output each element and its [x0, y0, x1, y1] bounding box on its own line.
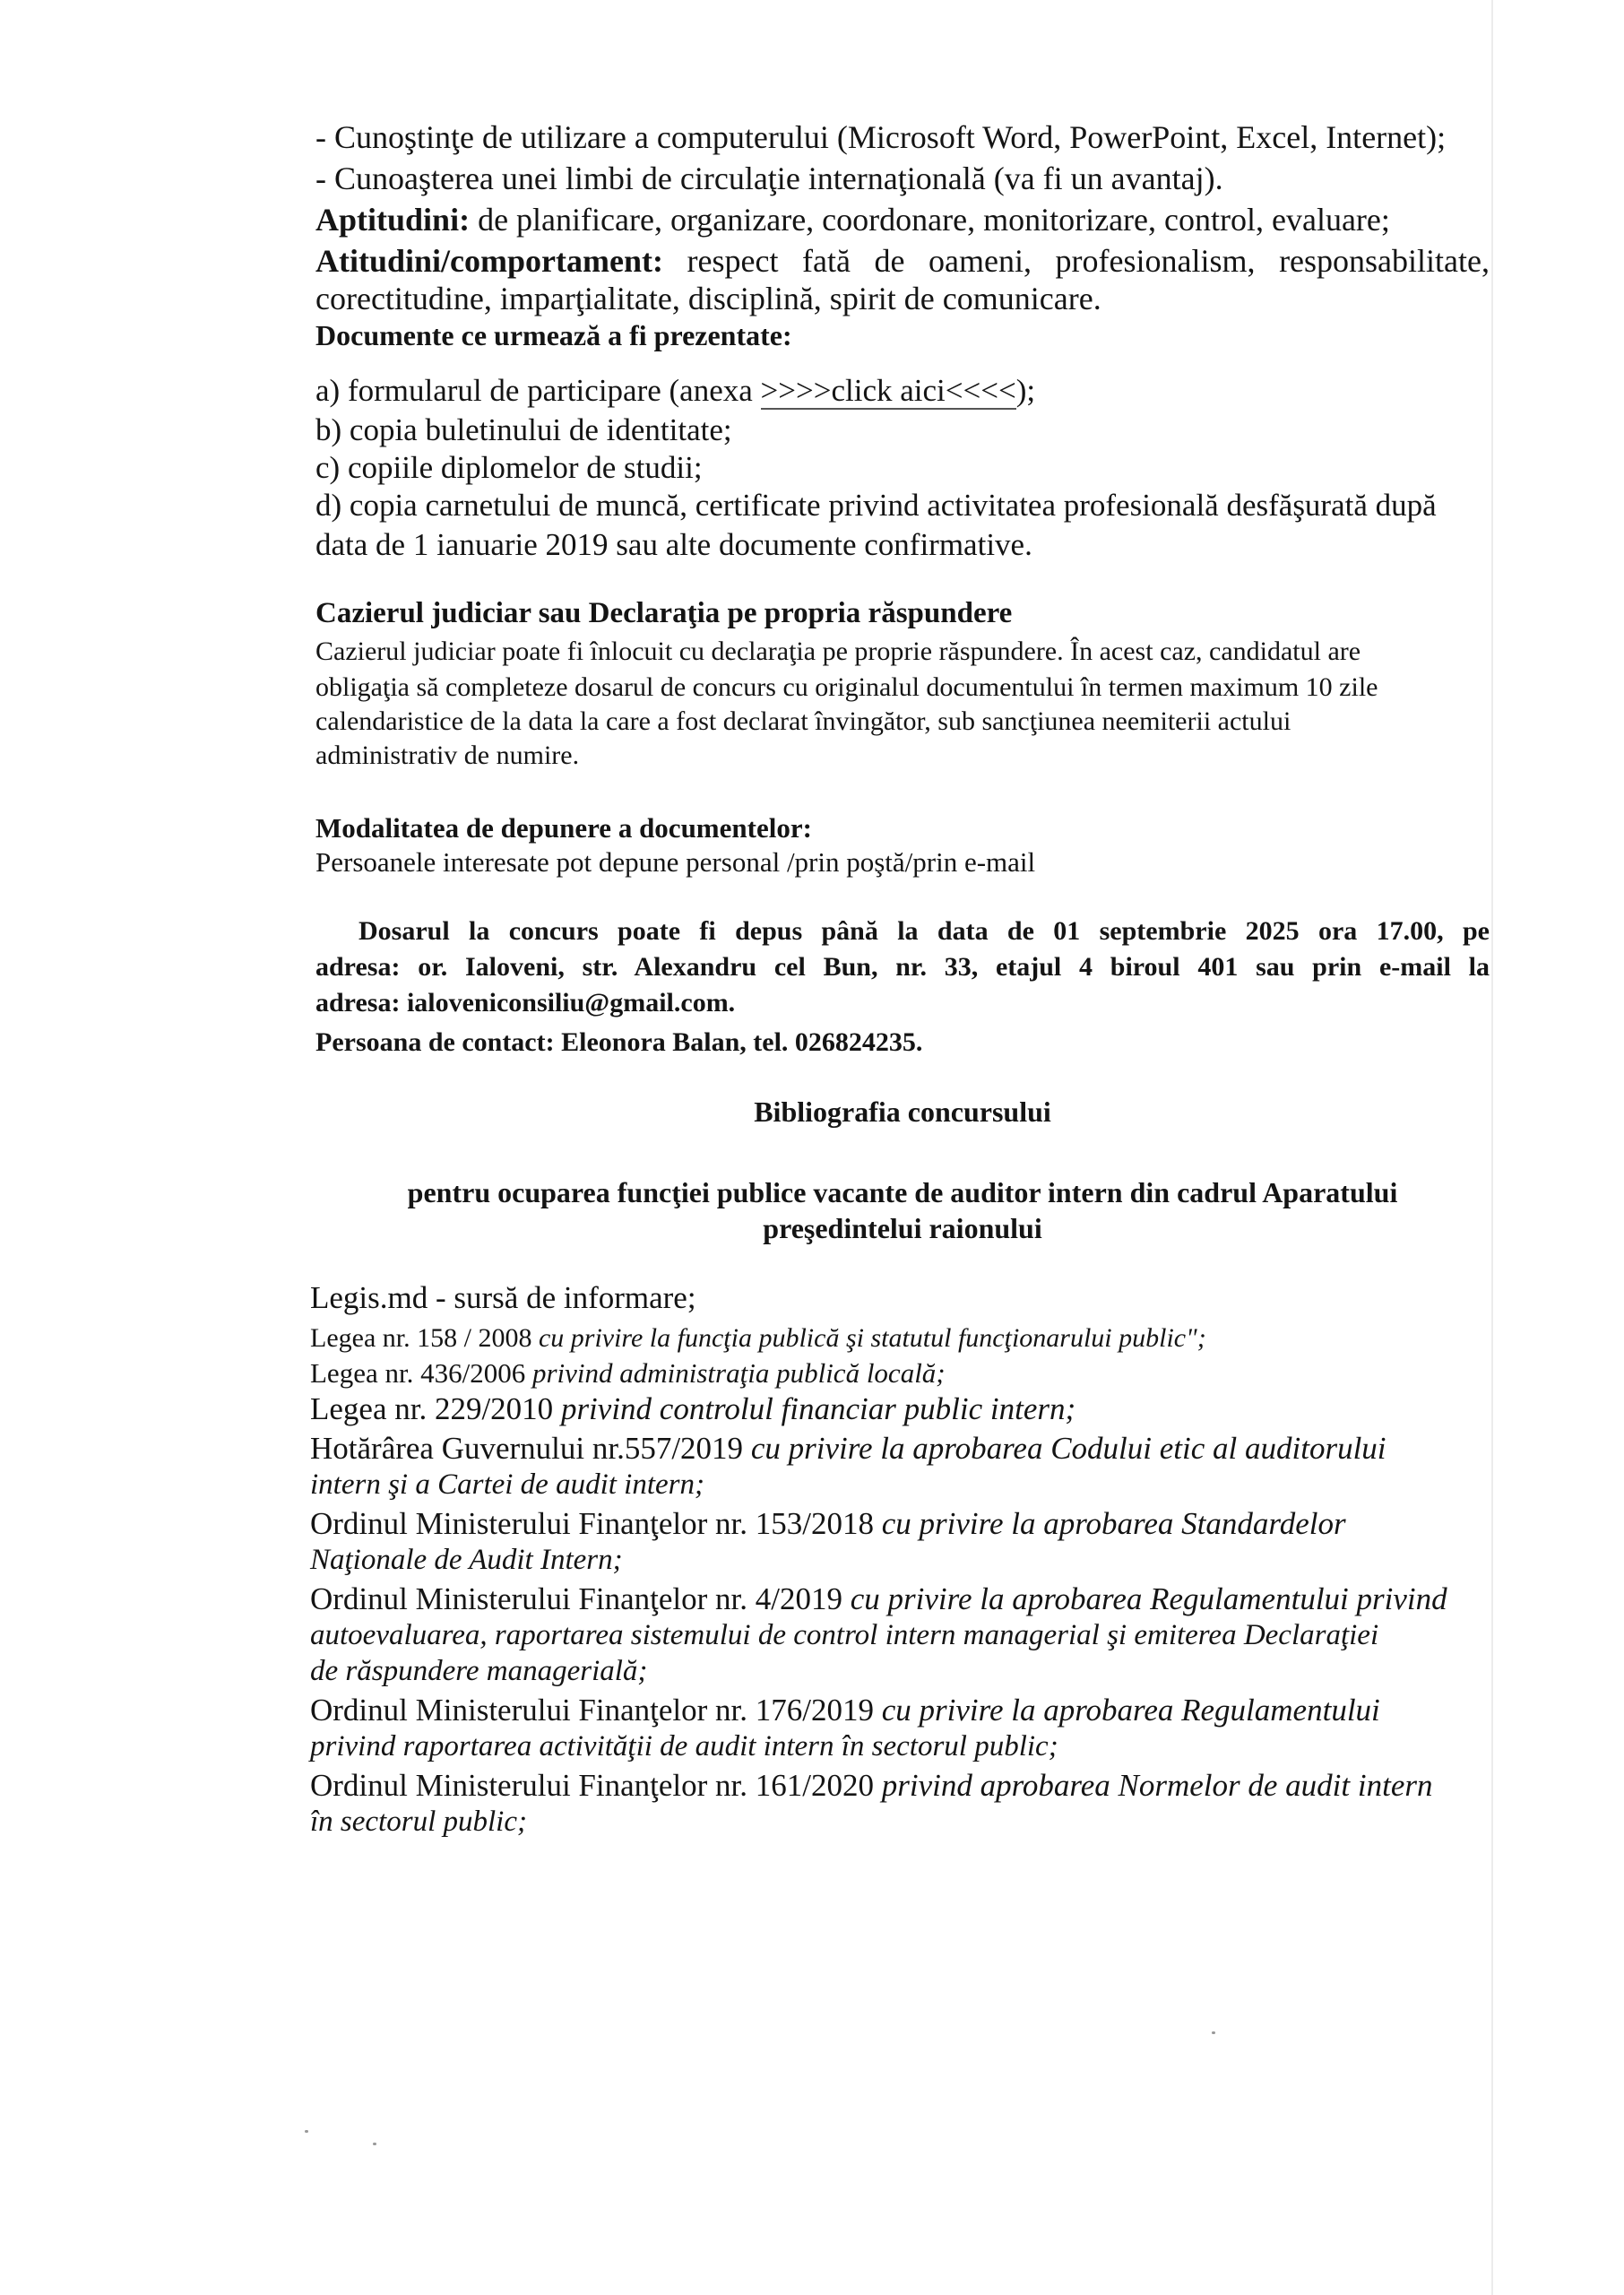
aptitudes-line [315, 201, 1390, 238]
reference-order-176-title: cu privire la aprobarea Regulamentului [881, 1693, 1380, 1728]
reference-law-436-title: privind administraţia publică locală; [531, 1357, 946, 1389]
reference-order-176 [310, 1693, 1380, 1728]
document-item-d-continued: data de 1 ianuarie 2019 sau alte documente confirmative. [315, 527, 1032, 562]
scan-speck [305, 2130, 308, 2133]
requirement-foreign-language: - Cunoaşterea unei limbi de circulaţie internaţională (va fi un avantaj). [315, 160, 1223, 196]
documents-heading: Documente ce urmează a fi prezentate: [315, 319, 792, 351]
deadline-email: adresa: ialoveniconsiliu@gmail.com. [315, 988, 736, 1018]
reference-order-161-title: privind aprobarea Normelor de audit intern [881, 1768, 1433, 1803]
reference-order-4-number: Ordinul Ministerului Finanţelor nr. 4/2019 [310, 1581, 851, 1616]
criminal-record-text-3: calendaristice de la data la care a fost declarat învingător, sub sancţiunea neemiterii actului [315, 706, 1291, 736]
reference-order-4-continued-1: autoevaluarea, raportarea sistemului de control intern managerial şi emiterea Declaraţiei [310, 1619, 1379, 1651]
scan-edge [1491, 0, 1493, 2295]
document-item-a-end: ); [1015, 373, 1036, 408]
submission-text: Persoanele interesate pot depune personal /prin poştă/prin e-mail [315, 846, 1036, 878]
document-item-d: d) copia carnetului de muncă, certificate privind activitatea profesională desfăşurată după [315, 488, 1437, 523]
criminal-record-heading: Cazierul judiciar sau Declaraţia pe propria răspundere [315, 597, 1013, 629]
document-item-a [315, 373, 1035, 409]
reference-gov-decision-557 [310, 1431, 1386, 1467]
reference-law-229 [310, 1391, 1075, 1427]
bibliography-title: Bibliografia concursului [754, 1096, 1051, 1128]
reference-law-229-title: privind controlul financiar public intern; [560, 1391, 1076, 1426]
reference-order-153-title: cu privire la aprobarea Standardelor [881, 1506, 1346, 1541]
document-item-b: b) copia buletinului de identitate; [315, 412, 732, 447]
aptitudes-text: de planificare, organizare, coordonare, monitorizare, control, evaluare; [470, 202, 1390, 238]
reference-order-153-continued: Naţionale de Audit Intern; [310, 1544, 623, 1576]
reference-legis: Legis.md - sursă de informare; [310, 1280, 696, 1315]
reference-gov-decision-557-number: Hotărârea Guvernului nr.557/2019 [310, 1431, 751, 1466]
reference-order-176-continued: privind raportarea activităţii de audit intern în sectorul public; [310, 1730, 1058, 1762]
reference-law-436-number: Legea nr. 436/2006 [310, 1357, 532, 1389]
reference-order-4-continued-2: de răspundere managerială; [310, 1655, 648, 1687]
document-item-a-text: a) formularul de participare (anexa [315, 373, 761, 408]
reference-order-176-number: Ordinul Ministerului Finanţelor nr. 176/2019 [310, 1693, 882, 1728]
contact-person: Persoana de contact: Eleonora Balan, tel. 026824235. [315, 1027, 923, 1057]
aptitudes-label: Aptitudini: [315, 202, 471, 238]
attitudes-text: respect fată de oameni, profesionalism, responsabilitate, [662, 243, 1490, 279]
deadline-line-2: adresa: or. Ialoveni, str. Alexandru cel Bun, nr. 33, etajul 4 biroul 401 sau prin e-mail la [315, 952, 1490, 982]
reference-gov-decision-557-continued: intern şi a Cartei de audit intern; [310, 1468, 704, 1501]
deadline-line-1: Dosarul la concurs poate fi depus până la data de 01 septembrie 2025 ora 17.00, pe [358, 916, 1490, 946]
reference-order-4 [310, 1581, 1447, 1617]
requirement-computer-skills: - Cunoştinţe de utilizare a computerului (Microsoft Word, PowerPoint, Excel, Internet); [315, 119, 1447, 155]
attitudes-line [315, 242, 1490, 280]
bibliography-subtitle-2: preşedintelui raionului [763, 1212, 1042, 1244]
reference-gov-decision-557-title: cu privire la aprobarea Codului etic al auditorului [750, 1431, 1386, 1466]
reference-law-158 [310, 1323, 1206, 1354]
bibliography-subtitle-1: pentru ocuparea funcţiei publice vacante de auditor intern din cadrul Aparatului [407, 1176, 1398, 1208]
reference-law-229-number: Legea nr. 229/2010 [310, 1391, 561, 1426]
scan-speck [373, 2143, 376, 2145]
attitudes-text-continued: corectitudine, imparţialitate, disciplină, spirit de comunicare. [315, 281, 1101, 316]
criminal-record-text-2: obligaţia să completeze dosarul de concurs cu originalul documentului în termen maximum 10 zile [315, 672, 1378, 702]
reference-law-158-title: cu privire la funcţia publică şi statutul funcţionarului public"; [538, 1323, 1206, 1353]
reference-law-158-number: Legea nr. 158 / 2008 [310, 1323, 539, 1353]
attitudes-label: Atitudini/comportament: [315, 243, 663, 279]
submission-heading: Modalitatea de depunere a documentelor: [315, 812, 812, 844]
reference-order-161-number: Ordinul Ministerului Finanţelor nr. 161/2020 [310, 1768, 882, 1803]
reference-order-153-number: Ordinul Ministerului Finanţelor nr. 153/2018 [310, 1506, 882, 1541]
criminal-record-text-4: administrativ de numire. [315, 740, 580, 770]
reference-law-436 [310, 1357, 946, 1390]
participation-form-link[interactable]: >>>>click aici<<<< [760, 373, 1016, 408]
reference-order-153 [310, 1506, 1346, 1542]
scan-speck [1212, 2031, 1215, 2034]
criminal-record-text-1: Cazierul judiciar poate fi înlocuit cu declaraţia pe proprie răspundere. În acest caz, candidatul are [315, 637, 1361, 666]
reference-order-4-title: cu privire la aprobarea Regulamentului privind [850, 1581, 1447, 1616]
reference-order-161 [310, 1768, 1433, 1804]
reference-order-161-continued: în sectorul public; [310, 1806, 527, 1838]
document-item-c: c) copiile diplomelor de studii; [315, 450, 703, 485]
